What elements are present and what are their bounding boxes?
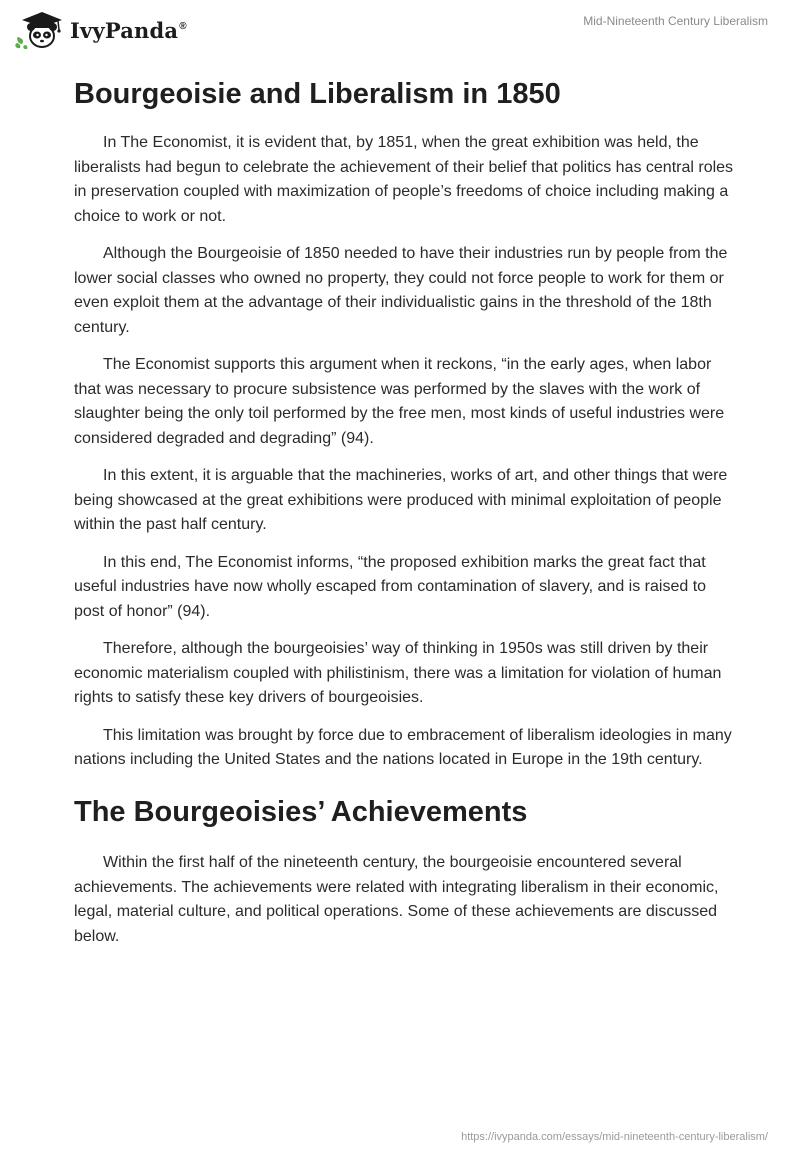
paragraph: Therefore, although the bourgeoisies’ way of thinking in 1950s was still driven by their economic materialism coupled with philistinism, there was a limitation for violation of human rights to satisfy these key drivers of bourgeoisies.	[74, 640, 722, 707]
section-heading: The Bourgeoisies’ Achievements	[74, 795, 528, 828]
paragraph: In this end, The Economist informs, “the proposed exhibition marks the great fact that useful industries have now wholly escaped from contamination of slavery, and is raised to post of honor” (94).	[74, 553, 707, 620]
brand-name: IvyPanda®	[70, 17, 187, 43]
paragraph: In The Economist, it is evident that, by 1851, when the great exhibition was held, the liberalists had begun to celebrate the achievement of their belief that politics has central roles in preservation coupled with maximization of people’s freedoms of choice including making a choice to work or not.	[74, 134, 734, 225]
paragraph: Within the first half of the nineteenth century, the bourgeoisie encountered several achievements. The achievements were related with integrating liberalism in their economic, legal, material culture, and political operations. Some of these achievements are discussed below.	[74, 854, 719, 945]
paragraph: Although the Bourgeoisie of 1850 needed to have their industries run by people from the lower social classes who owned no property, they could not force people to work for them or even exploit them at the advantage of their individualistic gains in the threshold of the 18th century.	[74, 245, 728, 336]
paragraph: This limitation was brought by force due to embracement of liberalism ideologies in many nations including the United States and the nations located in Europe in the 19th century.	[74, 726, 732, 769]
document-title: Mid-Nineteenth Century Liberalism	[583, 14, 768, 28]
panda-graduate-icon	[14, 10, 66, 50]
source-url[interactable]: https://ivypanda.com/essays/mid-nineteenth-century-liberalism/	[461, 1131, 768, 1143]
paragraph: In this extent, it is arguable that the machineries, works of art, and other things that were being showcased at the great exhibitions were produced with minimal exploitation of people within the past half century.	[74, 467, 728, 534]
brand-logo[interactable]	[14, 10, 187, 50]
section-bourgeoisie-liberalism	[74, 76, 734, 773]
registered-mark: ®	[179, 20, 187, 32]
section-heading: Bourgeoisie and Liberalism in 1850	[74, 78, 561, 110]
paragraph: The Economist supports this argument when it reckons, “in the early ages, when labor that was necessary to procure subsistence was performed by the slaves with the work of slaughter being the only toil performed by the free men, most kinds of useful industries were considered degraded and degrading” (94).	[74, 356, 725, 447]
article-body	[74, 68, 734, 962]
page-header	[0, 0, 800, 60]
section-bourgeoisies-achievements	[74, 794, 734, 949]
